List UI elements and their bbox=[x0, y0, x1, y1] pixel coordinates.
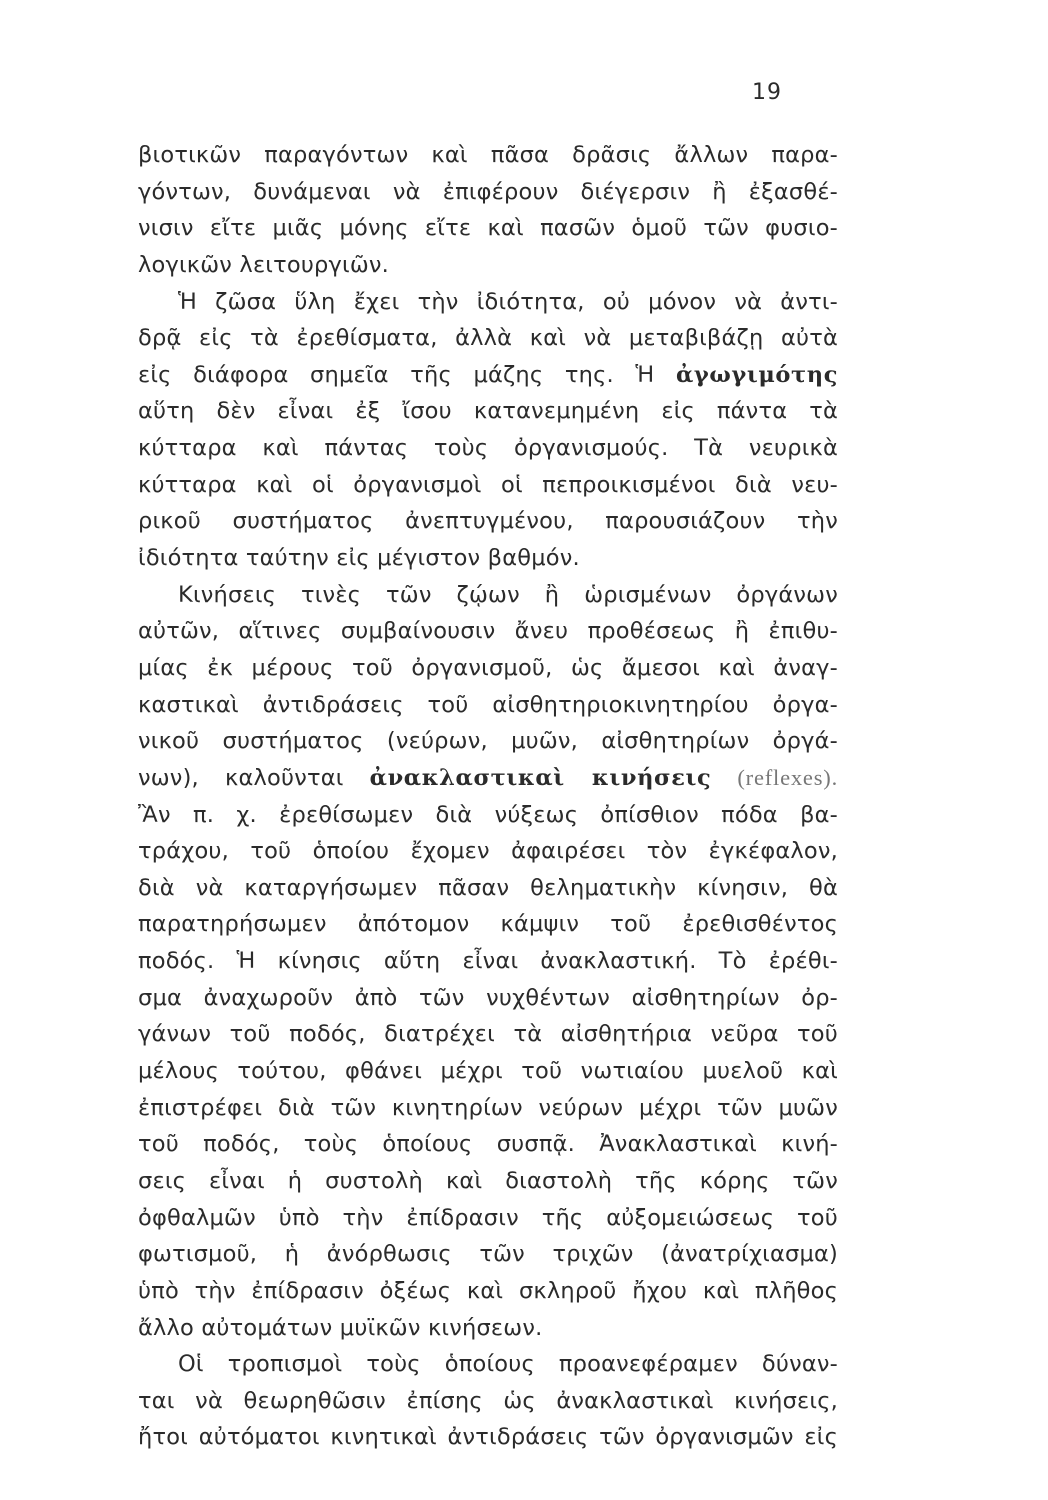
text-line: τράχου, τοῦ ὁποίου ἔχομεν ἀφαιρέσει τὸν ἐγκέφαλον, bbox=[138, 838, 838, 865]
text-line: παρατηρήσωμεν ἀπότομον κάμψιν τοῦ ἐρεθισθέντος bbox=[138, 911, 838, 938]
text-line: μίας ἐκ μέρους τοῦ ὀργανισμοῦ, ὡς ἄμεσοι καὶ ἀναγ- bbox=[138, 654, 838, 681]
text-line: Ἡ ζῶσα ὕλη ἔχει τὴν ἰδιότητα, οὐ μόνον νὰ ἀντι- bbox=[178, 288, 838, 315]
text-line: ὑπὸ τὴν ἐπίδρασιν ὀξέως καὶ σκληροῦ ἤχου καὶ πλῆθος bbox=[138, 1277, 838, 1304]
text-line-part: νων), καλοῦνται bbox=[138, 764, 344, 791]
text-line: ἄλλο αὐτομάτων μυϊκῶν κινήσεων. bbox=[138, 1314, 543, 1341]
reflexes-note: (reflexes). bbox=[737, 764, 838, 790]
text-line: βιοτικῶν παραγόντων καὶ πᾶσα δρᾶσις ἄλλων παρα- bbox=[138, 142, 838, 168]
text-line: ἰδιότητα ταύτην εἰς μέγιστον βαθμόν. bbox=[138, 545, 580, 572]
text-line: φωτισμοῦ, ἡ ἀνόρθωσις τῶν τριχῶν (ἀνατρίχιασμα) bbox=[138, 1241, 838, 1268]
body-text bbox=[138, 137, 838, 1456]
text-line: κύτταρα καὶ πάντας τοὺς ὀργανισμούς. Τὰ νευρικὰ bbox=[138, 435, 838, 462]
text-line: ρικοῦ συστήματος ἀνεπτυγμένου, παρουσιάζουν τὴν bbox=[138, 508, 838, 535]
text-line: ται νὰ θεωρηθῶσιν ἐπίσης ὡς ἀνακλαστικαὶ κινήσεις, bbox=[138, 1387, 838, 1414]
text-line: Οἱ τροπισμοὶ τοὺς ὁποίους προανεφέραμεν δύναν- bbox=[178, 1351, 838, 1378]
text-line: σεις εἶναι ἡ συστολὴ καὶ διαστολὴ τῆς κόρης τῶν bbox=[138, 1167, 838, 1194]
text-line: δρᾷ εἰς τὰ ἐρεθίσματα, ἀλλὰ καὶ νὰ μεταβιβάζῃ αὐτὰ bbox=[138, 325, 838, 352]
text-line: μέλους τούτου, φθάνει μέχρι τοῦ νωτιαίου μυελοῦ καὶ bbox=[138, 1058, 838, 1085]
bold-term-conductivity: ἀγωγιμότης bbox=[675, 361, 838, 388]
text-line: Ἂν π. χ. ἐρεθίσωμεν διὰ νύξεως ὀπίσθιον πόδα βα- bbox=[138, 801, 838, 828]
text-line: σμα ἀναχωροῦν ἀπὸ τῶν νυχθέντων αἰσθητηρίων ὀρ- bbox=[138, 984, 838, 1011]
bold-term-reflex-movements: ἀνακλαστικαὶ κινήσεις bbox=[369, 764, 712, 791]
text-line: νισιν εἴτε μιᾶς μόνης εἴτε καὶ πασῶν ὁμοῦ τῶν φυσιο- bbox=[138, 215, 838, 242]
text-line: Κινήσεις τινὲς τῶν ζῴων ἢ ὡρισμένων ὀργάνων bbox=[178, 581, 838, 608]
text-line-part: εἰς διάφορα σημεῖα τῆς μάζης της. Ἡ bbox=[138, 361, 655, 388]
text-line bbox=[138, 760, 838, 797]
text-line: ἤτοι αὐτόματοι κινητικαὶ ἀντιδράσεις τῶν ὀργανισμῶν εἰς bbox=[138, 1424, 838, 1451]
text-line: καστικαὶ ἀντιδράσεις τοῦ αἰσθητηριοκινητηρίου ὀργα- bbox=[138, 691, 838, 718]
text-line: ὀφθαλμῶν ὑπὸ τὴν ἐπίδρασιν τῆς αὐξομειώσεως τοῦ bbox=[138, 1204, 838, 1231]
text-line: ποδός. Ἡ κίνησις αὕτη εἶναι ἀνακλαστική. Τὸ ἐρέθι- bbox=[138, 948, 838, 975]
text-line: γάνων τοῦ ποδός, διατρέχει τὰ αἰσθητήρια νεῦρα τοῦ bbox=[138, 1021, 838, 1048]
page-number: 19 bbox=[752, 80, 782, 105]
text-line: αὐτῶν, αἵτινες συμβαίνουσιν ἄνευ προθέσεως ἢ ἐπιθυ- bbox=[138, 618, 838, 645]
text-line: διὰ νὰ καταργήσωμεν πᾶσαν θεληματικὴν κίνησιν, θὰ bbox=[138, 874, 838, 901]
text-line: τοῦ ποδός, τοὺς ὁποίους συσπᾷ. Ἀνακλαστικαὶ κινή- bbox=[138, 1131, 838, 1158]
text-line: γόντων, δυνάμεναι νὰ ἐπιφέρουν διέγερσιν ἢ ἐξασθέ- bbox=[138, 178, 838, 205]
text-line: ἐπιστρέφει διὰ τῶν κινητηρίων νεύρων μέχρι τῶν μυῶν bbox=[138, 1094, 838, 1121]
text-line: κύτταρα καὶ οἱ ὀργανισμοὶ οἱ πεπροικισμένοι διὰ νευ- bbox=[138, 471, 838, 498]
text-line: αὕτη δὲν εἶναι ἐξ ἴσου κατανεμημένη εἰς πάντα τὰ bbox=[138, 398, 838, 425]
text-line: λογικῶν λειτουργιῶν. bbox=[138, 251, 390, 278]
text-line bbox=[138, 357, 838, 394]
text-line: νικοῦ συστήματος (νεύρων, μυῶν, αἰσθητηρίων ὀργά- bbox=[138, 728, 838, 755]
